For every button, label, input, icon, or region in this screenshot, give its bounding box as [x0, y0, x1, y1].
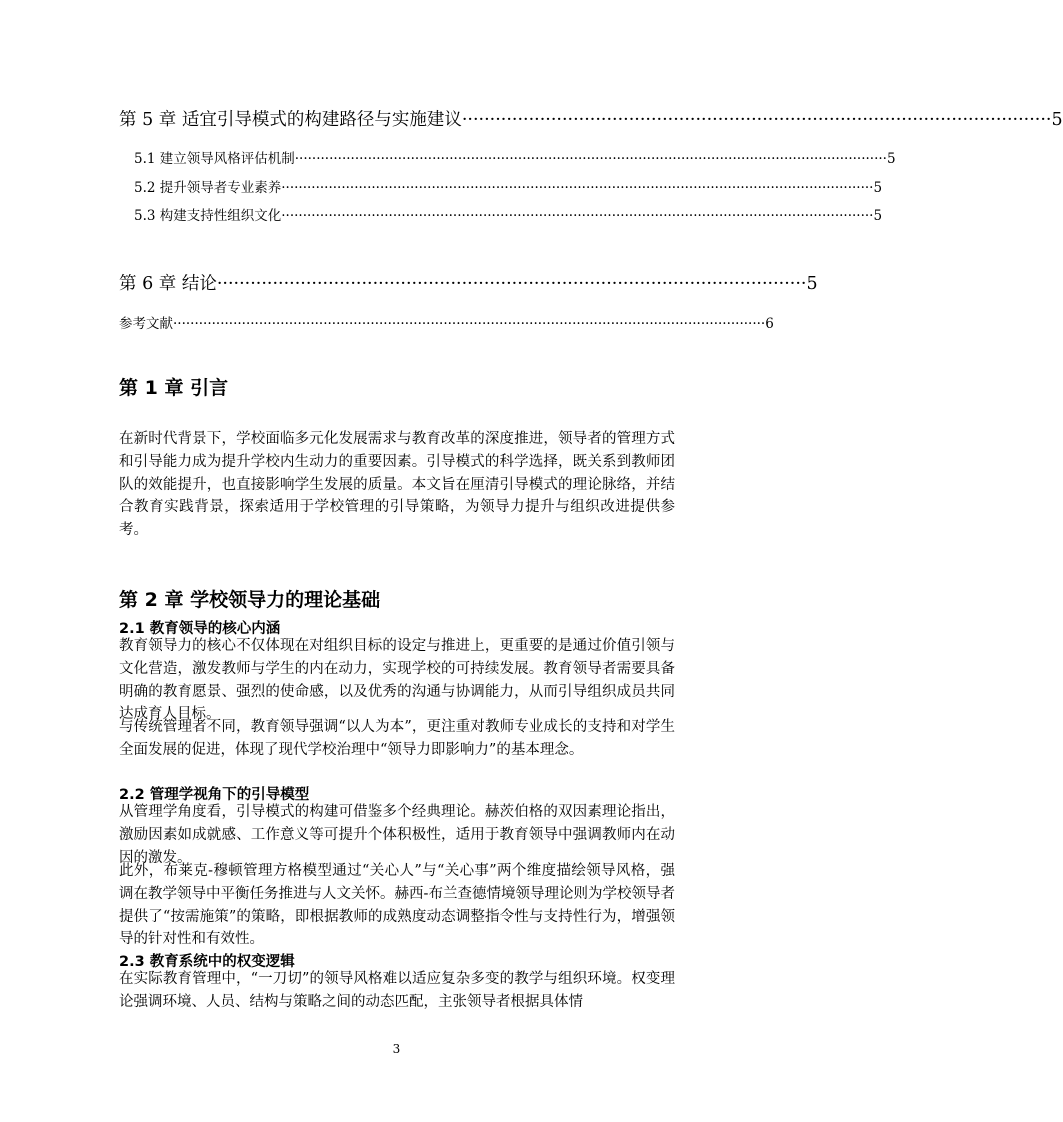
section-2-2-heading: 2.2 管理学视角下的引导模型: [119, 787, 310, 803]
toc-page-number: 5: [873, 208, 883, 224]
chapter-1-paragraph: 在新时代背景下，学校面临多元化发展需求与教育改革的深度推进，领导者的管理方式和引导能力成为提升学校内生动力的重要因素。引导模式的科学选择，既关系到教师团队的效能提升，也直接影响学生发展的质量。本文旨在厘清引导模式的理论脉络，并结合教育实践背景，探索适用于学校管理的引导策略，为领导力提升与组织改进提供参考。: [119, 431, 675, 539]
section-2-1-heading: 2.1 教育领导的核心内涵: [119, 621, 281, 637]
section-2-1-paragraph-1: 教育领导力的核心不仅体现在对组织目标的设定与推进上，更重要的是通过价值引领与文化营造，激发教师与学生的内在动力，实现学校的可持续发展。教育领导者需要具备明确的教育愿景、强烈的使命感，以及优秀的沟通与协调能力，从而引导组织成员共同达成育人目标。: [119, 638, 675, 723]
toc-label: 第 6 章 结论: [119, 274, 217, 294]
toc-entry-chapter-6[interactable]: [119, 270, 818, 295]
chapter-1-heading: 第 1 章 引言: [119, 377, 229, 399]
toc-label: 5.3 构建支持性组织文化: [134, 208, 282, 224]
toc-leader-dots: ··········································································································: [216, 274, 807, 294]
section-2-3-paragraph-1: 在实际教育管理中，“一刀切”的领导风格难以适应复杂多变的教学与组织环境。权变理论强调环境、人员、结构与策略之间的动态匹配，主张领导者根据具体情: [119, 971, 675, 1010]
section-2-2-paragraph-2: 此外，布莱克-穆顿管理方格模型通过“关心人”与“关心事”两个维度描绘领导风格，强调在教学领导中平衡任务推进与人文关怀。赫西-布兰查德情境领导理论则为学校领导者提供了“按需施策”的策略，即根据教师的成熟度动态调整指令性与支持性行为，增强领导的针对性和有效性。: [119, 863, 675, 948]
toc-page-number: 5: [873, 180, 883, 196]
page-number: 3: [392, 1042, 401, 1056]
toc-page-number: 5: [806, 274, 818, 294]
toc-entry-chapter-5[interactable]: [119, 106, 1063, 131]
toc-entry-references[interactable]: [119, 312, 774, 332]
toc-leader-dots: ··········································································································································: [173, 316, 766, 332]
toc-leader-dots: ··········································································································································: [281, 180, 874, 196]
toc-leader-dots: ··········································································································: [461, 110, 1052, 130]
toc-page-number: 5: [1051, 110, 1063, 130]
toc-page-number: 5: [886, 151, 896, 167]
toc-label: 参考文献: [119, 316, 173, 332]
toc-page-number: 6: [765, 316, 774, 332]
toc-label: 5.1 建立领导风格评估机制: [134, 151, 295, 167]
toc-label: 5.2 提升领导者专业素养: [134, 180, 282, 196]
section-2-3-heading: 2.3 教育系统中的权变逻辑: [119, 954, 295, 970]
toc-label: 第 5 章 适宜引导模式的构建路径与实施建议: [119, 110, 462, 130]
toc-entry-5-1[interactable]: [134, 147, 896, 167]
toc-entry-5-3[interactable]: [134, 204, 883, 224]
section-2-2-paragraph-1: 从管理学角度看，引导模式的构建可借鉴多个经典理论。赫茨伯格的双因素理论指出，激励因素如成就感、工作意义等可提升个体积极性，适用于教育领导中强调教师内在动因的激发。: [119, 804, 675, 866]
toc-leader-dots: ··········································································································································: [294, 151, 887, 167]
chapter-2-heading: 第 2 章 学校领导力的理论基础: [119, 589, 381, 611]
section-2-1-paragraph-2: 与传统管理者不同，教育领导强调“以人为本”，更注重对教师专业成长的支持和对学生全面发展的促进，体现了现代学校治理中“领导力即影响力”的基本理念。: [119, 719, 675, 758]
toc-leader-dots: ··········································································································································: [281, 208, 874, 224]
toc-entry-5-2[interactable]: [134, 176, 883, 196]
